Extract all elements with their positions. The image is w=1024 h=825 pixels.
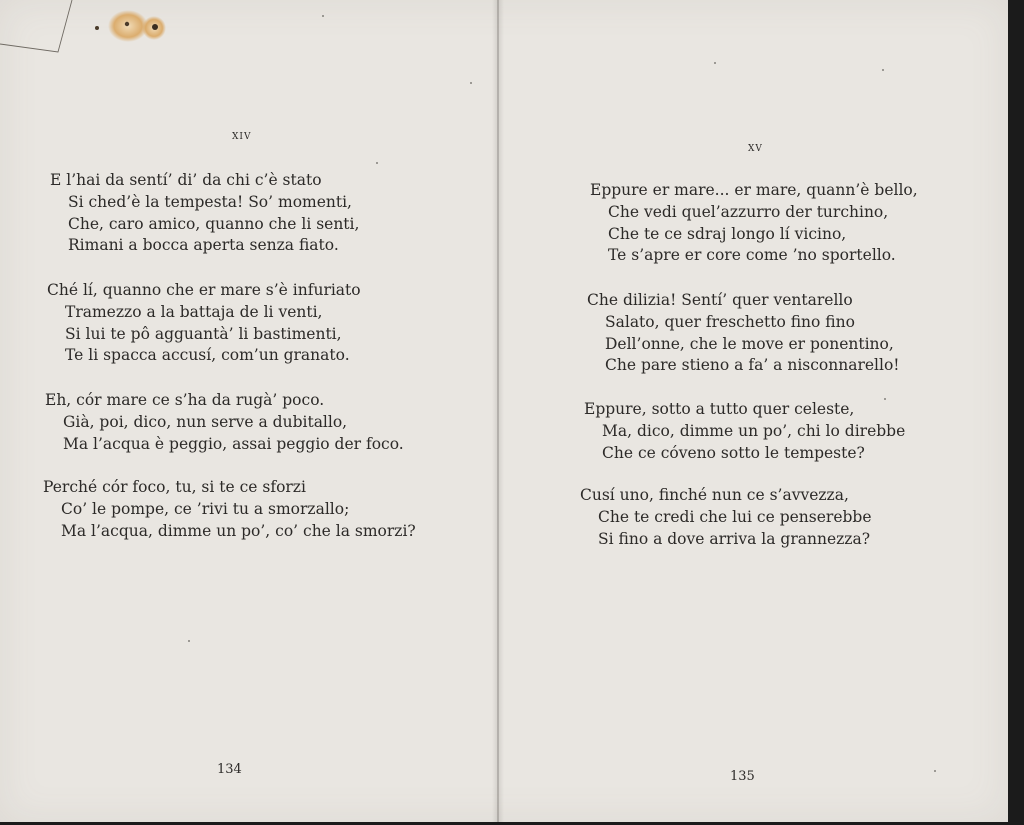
poem-line: Che te ce sdraj longo lí vicino, [608, 224, 847, 243]
poem-line: Perché cór foco, tu, si te ce sforzi [43, 478, 306, 496]
poem-line: Si fino a dove arriva la grannezza? [598, 529, 871, 548]
poem-line: Si lui te pô agguantà’ li bastimenti, [65, 324, 342, 343]
poem-number: xiv [232, 128, 252, 143]
folded-corner-mark [0, 0, 80, 60]
poem-line: Eppure, sotto a tutto quer celeste, [584, 400, 855, 418]
paper-speck [884, 398, 886, 400]
poem-line: Che vedi quel’azzurro der turchino, [608, 202, 889, 221]
poem-line: Che ce cóveno sotto le tempeste? [602, 443, 865, 462]
poem-line: Ma, dico, dimme un po’, chi lo direbbe [602, 421, 906, 440]
paper-speck [882, 69, 884, 71]
stanza-1 [590, 180, 918, 267]
poem-line: Che dilizia! Sentí’ quer ventarello [587, 291, 853, 309]
poem-line: Cusí uno, finché nun ce s’avvezza, [580, 486, 849, 504]
poem-line: Si ched’è la tempesta! So’ momenti, [68, 192, 352, 211]
paper-speck [470, 82, 472, 84]
poem-line: Te s’apre er core come ’no sportello. [608, 246, 896, 265]
poem-line: Eppure er mare... er mare, quann’è bello, [590, 181, 918, 199]
poem-line: Dell’onne, che le move er ponentino, [605, 334, 894, 353]
paper-speck [322, 15, 324, 17]
poem-line: Eh, cór mare ce s’ha da rugà’ poco. [45, 391, 325, 409]
stanza-4 [580, 485, 872, 550]
poem-line: Già, poi, dico, nun serve a dubitallo, [63, 412, 348, 431]
poem-line: Che, caro amico, quanno che li senti, [68, 214, 360, 233]
stanza-3 [584, 399, 905, 464]
right-page [494, 0, 1008, 822]
poem-line: Co’ le pompe, ce ’rivi tu a smorzallo; [61, 499, 350, 518]
poem-line: Ma l’acqua è peggio, assai peggio der foco. [63, 434, 404, 453]
poem-line: Che te credi che lui ce penserebbe [598, 507, 872, 526]
stanza-1 [50, 170, 359, 257]
poem-line: Tramezzo a la battaja de li venti, [65, 302, 323, 321]
poem-line: Che pare stieno a fa’ a nisconnarello! [605, 356, 900, 375]
stanza-4 [43, 477, 416, 542]
stanza-2 [587, 290, 900, 377]
poem-number: xv [748, 140, 763, 155]
paper-stain [92, 8, 172, 48]
page-number: 134 [217, 762, 242, 777]
paper-speck [714, 62, 716, 64]
poem-line: Ché lí, quanno che er mare s’è infuriato [47, 281, 361, 299]
page-number: 135 [730, 769, 755, 784]
poem-line: Rimani a bocca aperta senza fiato. [68, 236, 339, 255]
poem-line: Salato, quer freschetto fino fino [605, 312, 855, 331]
left-page [0, 0, 494, 822]
paper-speck [188, 640, 190, 642]
poem-line: E l’hai da sentí’ di’ da chi c’è stato [50, 171, 322, 189]
poem-line: Te li spacca accusí, com’un granato. [65, 346, 350, 365]
paper-speck [934, 770, 936, 772]
poem-line: Ma l’acqua, dimme un po’, co’ che la smorzi? [61, 521, 416, 540]
stanza-2 [47, 280, 361, 367]
paper-speck [376, 162, 378, 164]
stanza-3 [45, 390, 404, 455]
